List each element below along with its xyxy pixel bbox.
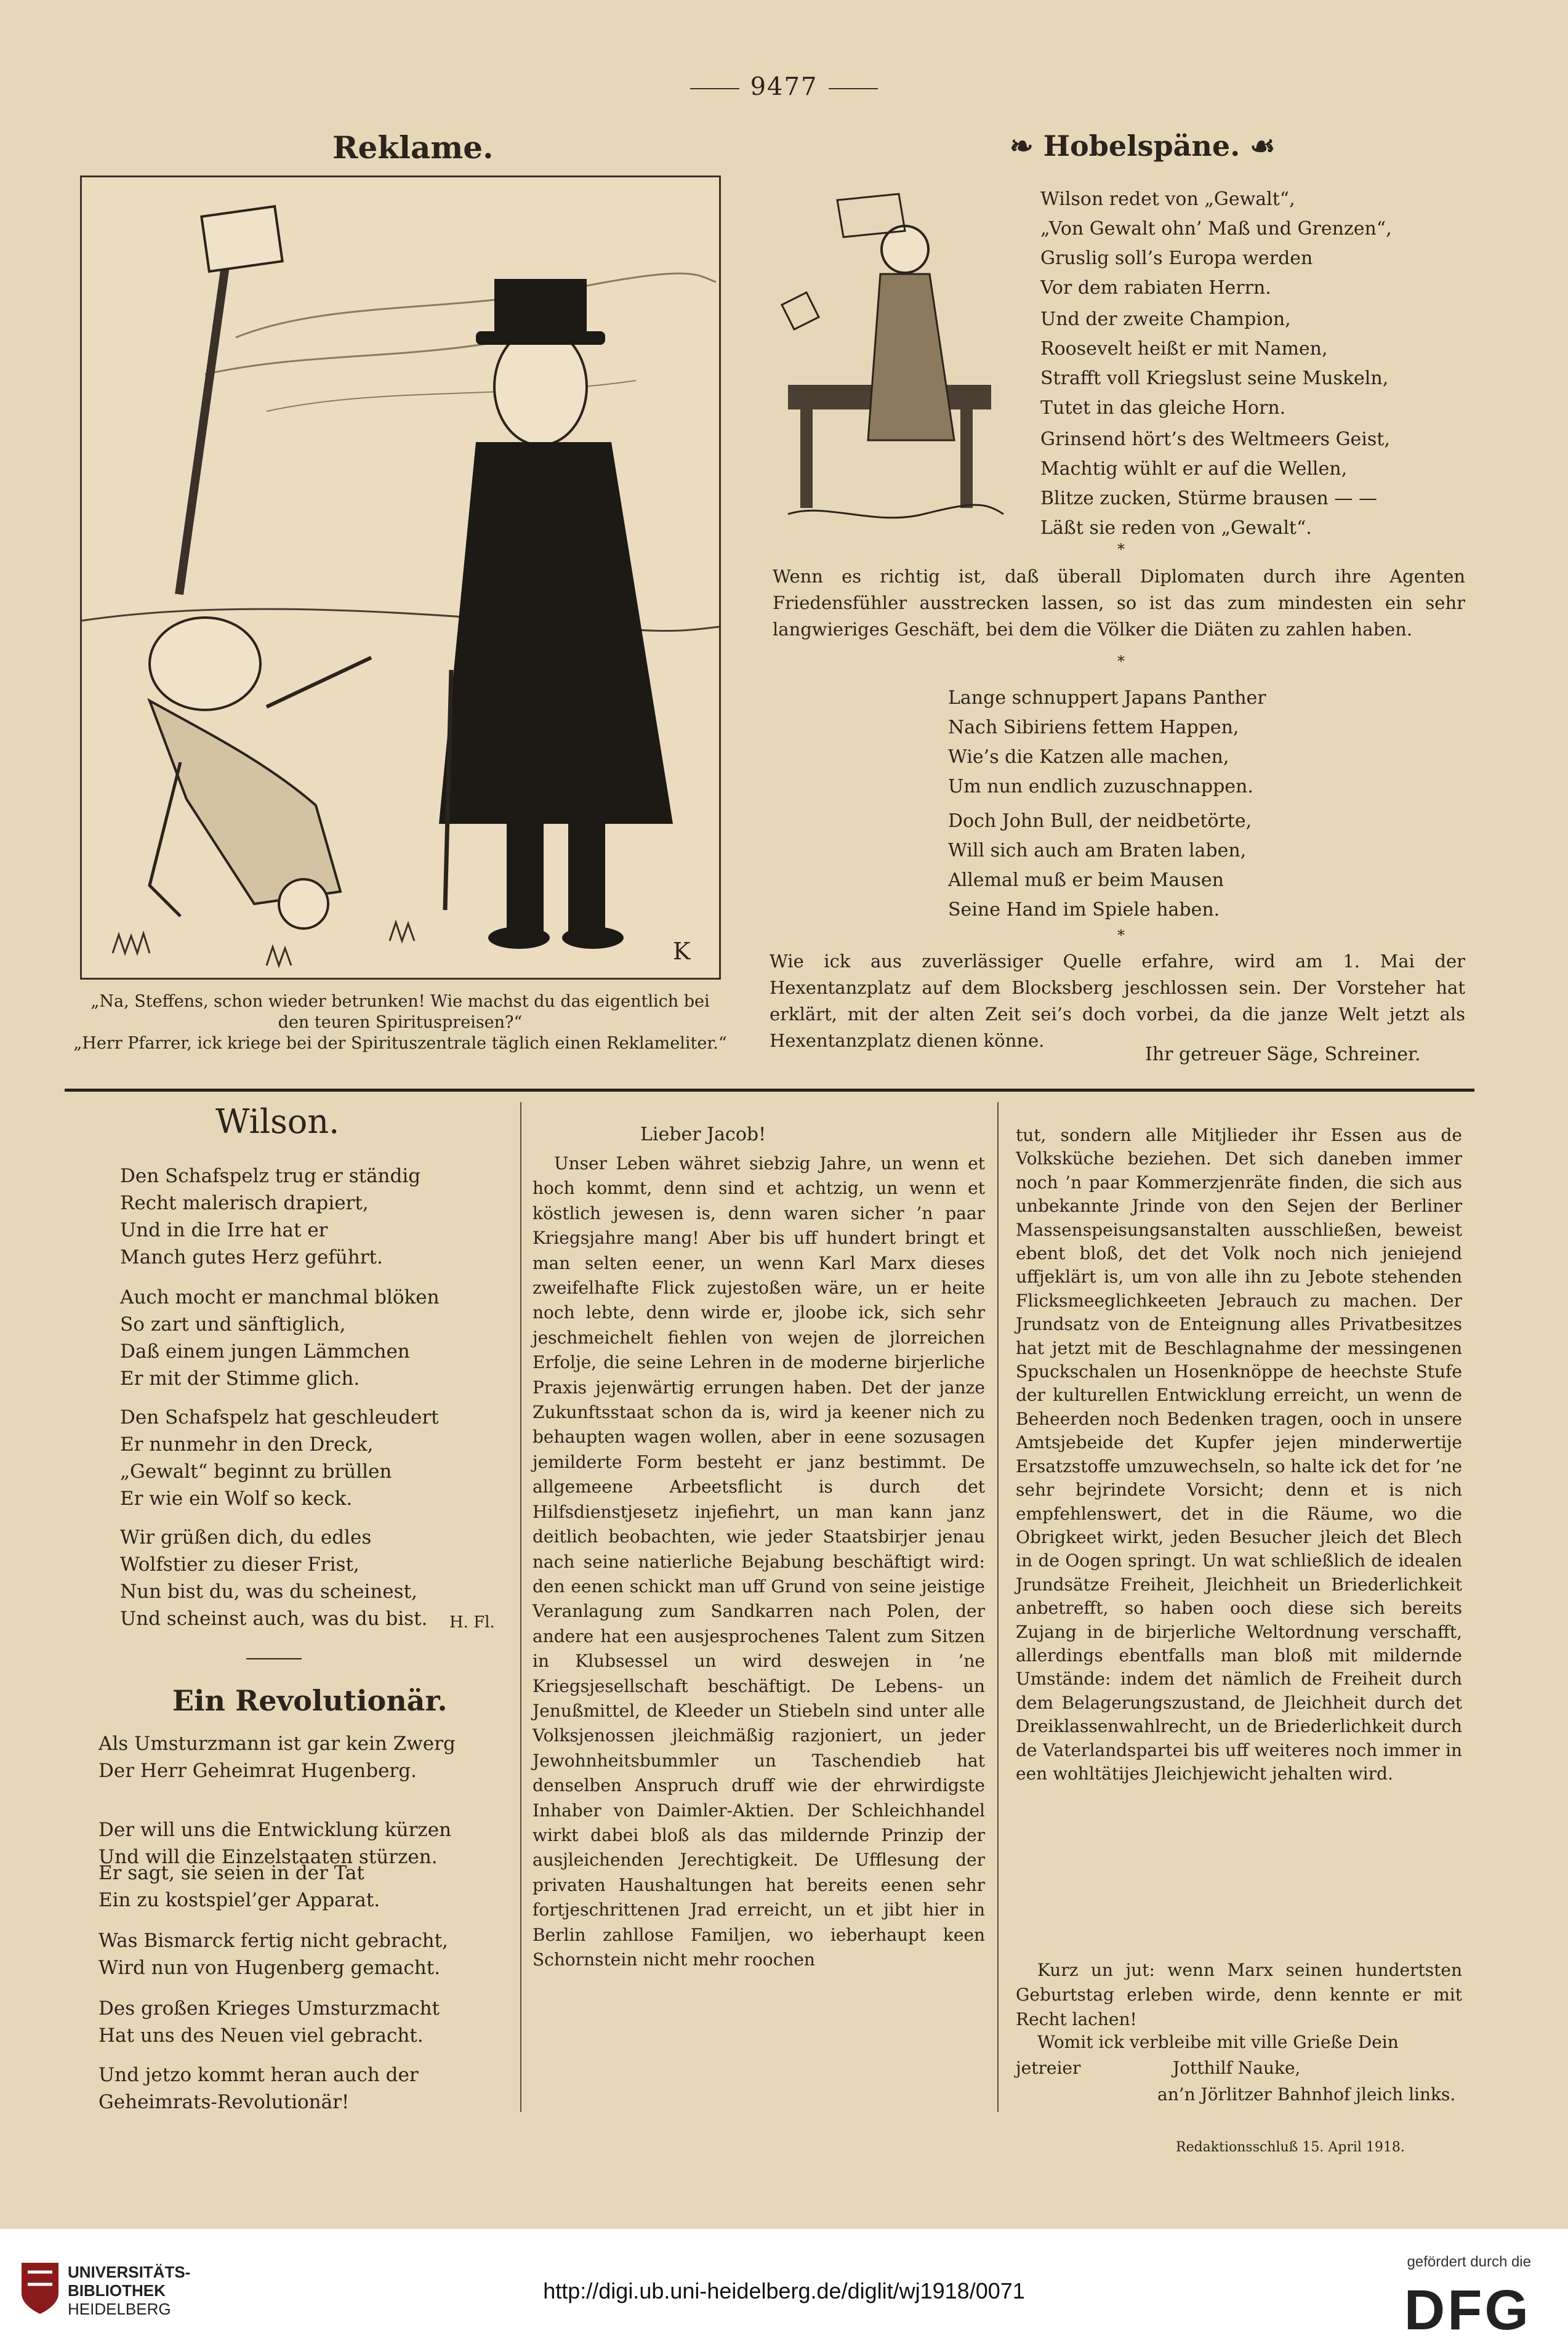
wilson-verse-2: Auch mocht er manchmal blöken So zart und sänftiglich, Daß einem jungen Lämmchen Er mit der Stimme glich. <box>120 1286 440 1390</box>
wilson-author: H. Fl. <box>449 1613 495 1632</box>
funder-text: gefördert durch die <box>1407 2254 1531 2270</box>
horizontal-rule <box>65 1089 1474 1092</box>
small-divider <box>246 1658 302 1659</box>
letter-paragraph-2: tut, sondern alle Mitjlieder ihr Essen aus de Volksküche beziehen. Det sich daneben immer noch ’n paar Kommerzjenräte finden, die sich aus unbekannte Jrinde von den Sejen der Berliner Massenspeisungsanstalten ausschließen, beweist ebent bloß, det det Volk noch nich jeniejend uffjeklärt is, um von alle ihn zu Jebote stehenden Flicksmeeglichkeeten Jebrauch zu machen. Der Jrundsatz von de Enteignung alles Privatbesitzes hat jetzt mit de Beschlagnahme der messingenen Spuckschalen un Hosenknöppe de heechste Stufe der kulturellen Entwicklung erreicht, un wenn de Beheerden noch Bedenken tragen, ooch in unsere Amtsjebeide det Kupfer jejen minderwertije Ersatzstoffe umzuwechseln, so halte ick det for ’ne sehr bejrindete Vorsicht; denn et is nich empfehlenswert, det in die Räume, wo die Obrigkeet wirkt, jeden Besucher jleich det Blech in de Oogen springt. Un wat schließlich de idealen Jrundsätze Freiheit, Jleichheit un Briederlichkeit anbetrefft, so haben ooch diese sich bereits Zujang in de birjerliche Weltordnung verschafft, allerdings ebentfalls man bloß mit mildernde Umstände: indem det nämlich de Freiheit durch dem Belagerungszustand, de Jleichheit durch det Dreiklassenwahlrecht, un de Briederlichkeit durch de Vaterlandspartei bis uff weiteres noch immer in een wohltätijes Jleichjewicht jehalten wird. <box>1016 1125 1462 1784</box>
caption-line-2: den teuren Spirituspreisen?“ <box>278 1013 523 1032</box>
column-rule-2 <box>997 1102 999 2112</box>
hobel-verse-5: Doch John Bull, der neidbetörte, Will sich auch am Braten laben, Allemal muß er beim Mausen Seine Hand im Spiele haben. <box>948 810 1252 921</box>
library-line-1: UNIVERSITÄTS- <box>68 2263 191 2281</box>
separator-star-1: * <box>1117 541 1125 558</box>
dfg-logo: DFG <box>1404 2279 1531 2342</box>
hobel-verse-2: Und der zweite Champion, Roosevelt heißt er mit Namen, Strafft voll Kriegslust seine Muskeln, Tutet in das gleiche Horn. <box>1040 308 1389 419</box>
carpenter-vignette <box>776 182 1010 539</box>
letter-closing-3: an’n Jörlitzer Bahnhof jleich links. <box>1157 2084 1456 2105</box>
page-number-line <box>0 73 1568 101</box>
caption-line-1: „Na, Steffens, schon wieder betrunken! Wie machst du das eigentlich bei <box>90 992 710 1011</box>
cartoon-drawing <box>82 177 719 978</box>
digitization-footer <box>0 2229 1568 2349</box>
hobel-verse-3: Grinsend hört’s des Weltmeers Geist, Machtig wühlt er auf die Wellen, Blitze zucken, Stürme brausen — — Läßt sie reden von „Gewalt“. <box>1040 429 1390 539</box>
source-url[interactable]: http://digi.ub.uni-heidelberg.de/diglit/wj1918/0071 <box>543 2278 1025 2303</box>
letter-paragraph-3: Kurz un jut: wenn Marx seinen hundertsten Geburtstag erleben wirde, denn kennte er mit Recht lachen! <box>1016 1960 1462 2029</box>
library-line-3: HEIDELBERG <box>68 2300 171 2318</box>
letter-closing-2: Jotthilf Nauke, <box>1173 2058 1301 2078</box>
page-number: 9477 <box>750 73 818 101</box>
hobel-prose-1: Wenn es richtig ist, daß überall Diplomaten durch ihre Agenten Friedensfühler ausstrecken lassen, so ist das zum mindesten ein sehr langwieriges Geschäft, bei dem die Völker die Diäten zu zahlen haben. <box>773 566 1465 640</box>
reklame-title: Reklame. <box>332 129 494 166</box>
hobel-signoff: Ihr getreuer Säge, Schreiner. <box>1145 1044 1421 1065</box>
wilson-title: Wilson. <box>215 1102 340 1141</box>
letter-paragraph-4: Womit ick verbleibe mit ville Grieße Dein <box>1037 2032 1399 2052</box>
column-rule-1 <box>520 1102 521 2112</box>
ornament-right-icon: ☙ <box>1240 129 1276 163</box>
letter-paragraph-1: Unser Leben währet siebzig Jahre, un wenn et hoch kommt, denn sind et achtzig, un wenn et köstlich jewesen is, denn waren sicher ’n paar Kriegsjahre mang! Aber bis uff hundert bringt et man selten eener, un wenn Karl Marx dieses zweifelhafte Flick zujestoßen wäre, un er heite noch lebte, denn wirde er, jloobe ick, sich sehr jeschmeichelt fiehlen von wejen de jlorreichen Erfolje, die seine Lehren in de moderne birjerliche Praxis jejenwärtig errungen haben. Det der janze Zukunftsstaat schon da is, wird ja keener nich zu behaupten wagen wollen, aber in eene sozusagen jemilderte Form besteht er janz bestimmt. De allgemeene Arbeetsflicht is durch det Hilfsdienstjesetz injefiehrt, un man kann janz deitlich beobachten, wie jeder Staatsbirjer jenau nach seine natierliche Bejabung beschäftigt wird: den eenen schickt man uff Grund von seine jeistige Veranlagung zum Sandkarren nach Polen, der andere hat een ausjesprochenes Talent zum Sitzen in Klubsessel un wird deswejen in ’ne Kriegsjesellschaft beschäftigt. De Lebens- un Jenußmittel, de Kleeder un Stiebeln sind unter alle Volksjenossen jleichmäßig razjoniert, un jeder Jewohnheitsbummler un Taschendieb hat denselben Anspruch druff wie der ehrwirdigste Inhaber von Daimler-Aktien. Der Schleichhandel wirkt dabei bloß als das mildernde Prinzip der ausjleichenden Jerechtigkeit. De Ufflesung der privaten Haushaltungen hat bereits eenen sehr fortjeschrittenen Jrad erreicht, un et jibt hier in Berlin zahllose Familjen, wo ieberhaupt keen Schornstein nicht mehr roochen <box>533 1153 985 1970</box>
letter-salutation: Lieber Jacob! <box>640 1124 766 1145</box>
rev-verse-6: Und jetzo kommt heran auch der Geheimrats-Revolutionär! <box>99 2064 419 2113</box>
hobel-verse-1: Wilson redet von „Gewalt“, „Von Gewalt ohn’ Maß und Grenzen“, Gruslig soll’s Europa werden Vor dem rabiaten Herrn. <box>1040 188 1392 299</box>
rev-verse-2: Der will uns die Entwicklung kürzen Und will die Einzelstaaten stürzen. <box>99 1819 452 1868</box>
rev-verse-3: Er sagt, sie seien in der Tat Ein zu kostspiel’ger Apparat. <box>99 1862 380 1911</box>
reklame-caption <box>68 991 733 1054</box>
caption-line-3: „Herr Pfarrer, ick kriege bei der Spirituszentrale täglich einen Reklameliter.“ <box>73 1034 727 1053</box>
reklame-illustration <box>80 175 721 980</box>
rev-verse-1: Als Umsturzmann ist gar kein Zwerg Der Herr Geheimrat Hugenberg. <box>99 1733 456 1782</box>
rev-verse-4: Was Bismarck fertig nicht gebracht, Wird nun von Hugenberg gemacht. <box>99 1930 448 1979</box>
wilson-verse-3: Den Schafspelz hat geschleudert Er nunmehr in den Dreck, „Gewalt“ beginnt zu brüllen Er wie ein Wolf so keck. <box>120 1406 439 1510</box>
wilson-verse-4: Wir grüßen dich, du edles Wolfstier zu dieser Frist, Nun bist du, was du scheinest, Und scheinst auch, was du bist. <box>120 1526 428 1630</box>
rev-verse-5: Des großen Krieges Umsturzmacht Hat uns des Neuen viel gebracht. <box>99 1997 440 2047</box>
separator-star-2: * <box>1117 653 1125 670</box>
letter-closing-1: jetreier <box>1016 2058 1081 2078</box>
carpenter-drawing <box>776 182 1010 539</box>
hobel-prose-2: Wie ick aus zuverlässiger Quelle erfahre, wird am 1. Mai der Hexentanzplatz auf dem Blocksberg jeschlossen sein. Der Vorsteher hat erklärt, mit der alten Zeit sei’s doch vorbei, da die janze Welt jetzt als Hexentanzplatz dienen könne. <box>770 951 1465 1051</box>
library-line-2: BIBLIOTHEK <box>68 2281 166 2300</box>
hobel-verse-4: Lange schnuppert Japans Panther Nach Sibiriens fettem Happen, Wie’s die Katzen alle machen, Um nun endlich zuzuschnappen. <box>948 687 1266 797</box>
redaktionsschluss: Redaktionsschluß 15. April 1918. <box>1176 2140 1405 2155</box>
wilson-verse-1: Den Schafspelz trug er ständig Recht malerisch drapiert, Und in die Irre hat er Manch gutes Herz geführt. <box>120 1165 421 1268</box>
ornament-left-icon: ❧ <box>1010 129 1043 163</box>
separator-star-3: * <box>1117 927 1125 944</box>
revolutionaer-title: Ein Revolutionär. <box>172 1684 448 1717</box>
hobelspaene-title <box>1010 129 1275 163</box>
artist-signature: K <box>673 938 691 965</box>
hobelspaene-title-text: Hobelspäne. <box>1043 129 1240 163</box>
